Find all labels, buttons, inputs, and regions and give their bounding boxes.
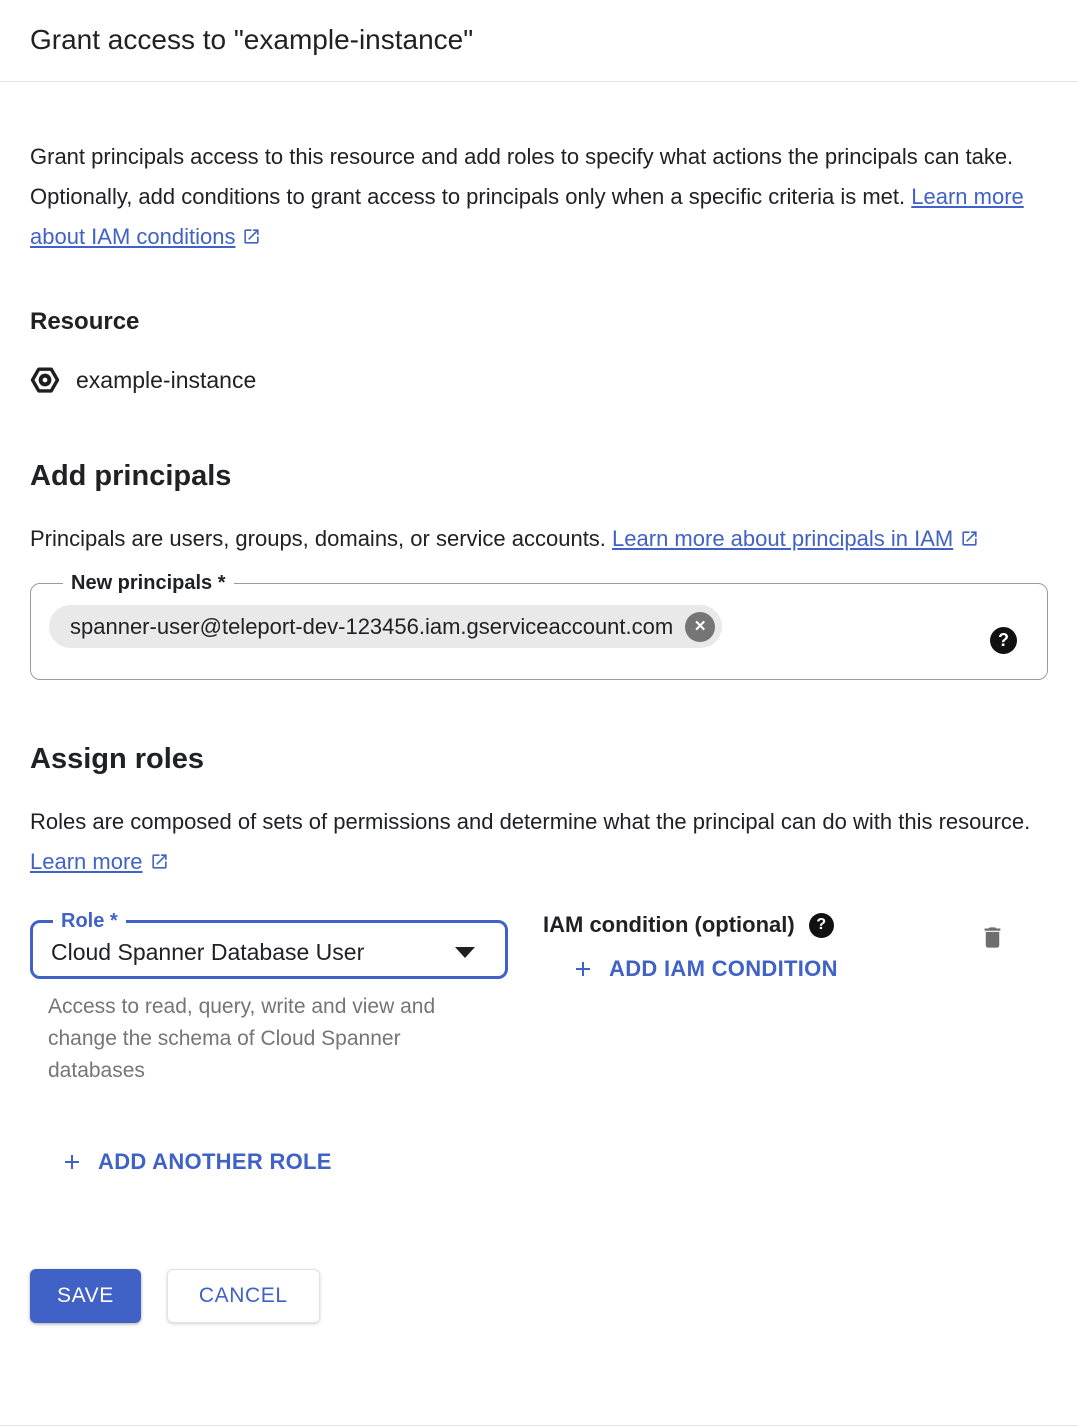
learn-more-roles-link[interactable]: Learn more (30, 849, 169, 874)
assign-roles-description: Roles are composed of sets of permissions and determine what the principal can do with this resource. Learn more (30, 809, 1031, 874)
assign-roles-heading: Assign roles (30, 743, 205, 775)
resource-row (30, 363, 1048, 397)
role-help-text: Access to read, query, write and view and change the schema of Cloud Spanner databases (48, 995, 436, 1082)
delete-role-button[interactable] (979, 924, 1006, 954)
new-principals-label: New principals * (71, 572, 226, 594)
role-label: Role * (61, 910, 118, 932)
page-title: Grant access to "example-instance" (30, 24, 474, 55)
dialog-body (0, 137, 1078, 1323)
external-link-icon (150, 852, 169, 871)
add-iam-condition-button[interactable]: ADD IAM CONDITION (563, 950, 846, 988)
spanner-instance-icon (30, 365, 60, 395)
resource-name: example-instance (76, 366, 257, 393)
external-link-icon (960, 529, 979, 548)
new-principals-field[interactable] (30, 572, 1048, 680)
chip-close-icon[interactable]: ✕ (685, 612, 715, 642)
action-buttons (30, 1269, 1048, 1323)
new-principals-input-area[interactable] (49, 601, 1029, 654)
principal-chip (49, 605, 722, 648)
iam-condition-column (543, 910, 979, 988)
dropdown-caret-icon (455, 947, 475, 958)
learn-more-principals-link[interactable]: Learn more about principals in IAM (612, 526, 979, 551)
role-selected-value: Cloud Spanner Database User (51, 939, 365, 965)
add-another-role-button[interactable]: ADD ANOTHER ROLE (52, 1143, 340, 1181)
iam-condition-help-icon[interactable]: ? (809, 913, 834, 938)
add-principals-heading: Add principals (30, 460, 232, 492)
iam-condition-label: IAM condition (optional) (543, 912, 795, 937)
plus-icon (60, 1150, 84, 1174)
save-button[interactable]: SAVE (30, 1269, 141, 1323)
plus-icon (571, 957, 595, 981)
intro-text: Grant principals access to this resource and add roles to specify what actions the principals can take. Optionally, add conditions to grant access to principals only when a specific criteria is met. (30, 144, 1014, 209)
role-row (30, 910, 1048, 1181)
principals-help-icon[interactable]: ? (990, 627, 1017, 654)
role-select-value-row[interactable] (47, 935, 491, 966)
add-principals-description: Principals are users, groups, domains, or service accounts. Learn more about principals in IAM (30, 519, 1040, 559)
dialog-header (0, 0, 1078, 82)
learn-more-iam-conditions-link[interactable]: Learn more about IAM conditions (30, 184, 1024, 249)
cancel-button[interactable]: CANCEL (167, 1269, 320, 1323)
trash-icon (979, 924, 1006, 951)
role-select[interactable] (30, 910, 508, 979)
role-column (30, 910, 508, 1181)
iam-condition-label-row (543, 912, 979, 938)
principal-chip-text: spanner-user@teleport-dev-123456.iam.gserviceaccount.com (70, 613, 674, 639)
resource-heading: Resource (30, 308, 140, 335)
external-link-icon (242, 227, 261, 246)
intro-paragraph (30, 137, 1040, 257)
